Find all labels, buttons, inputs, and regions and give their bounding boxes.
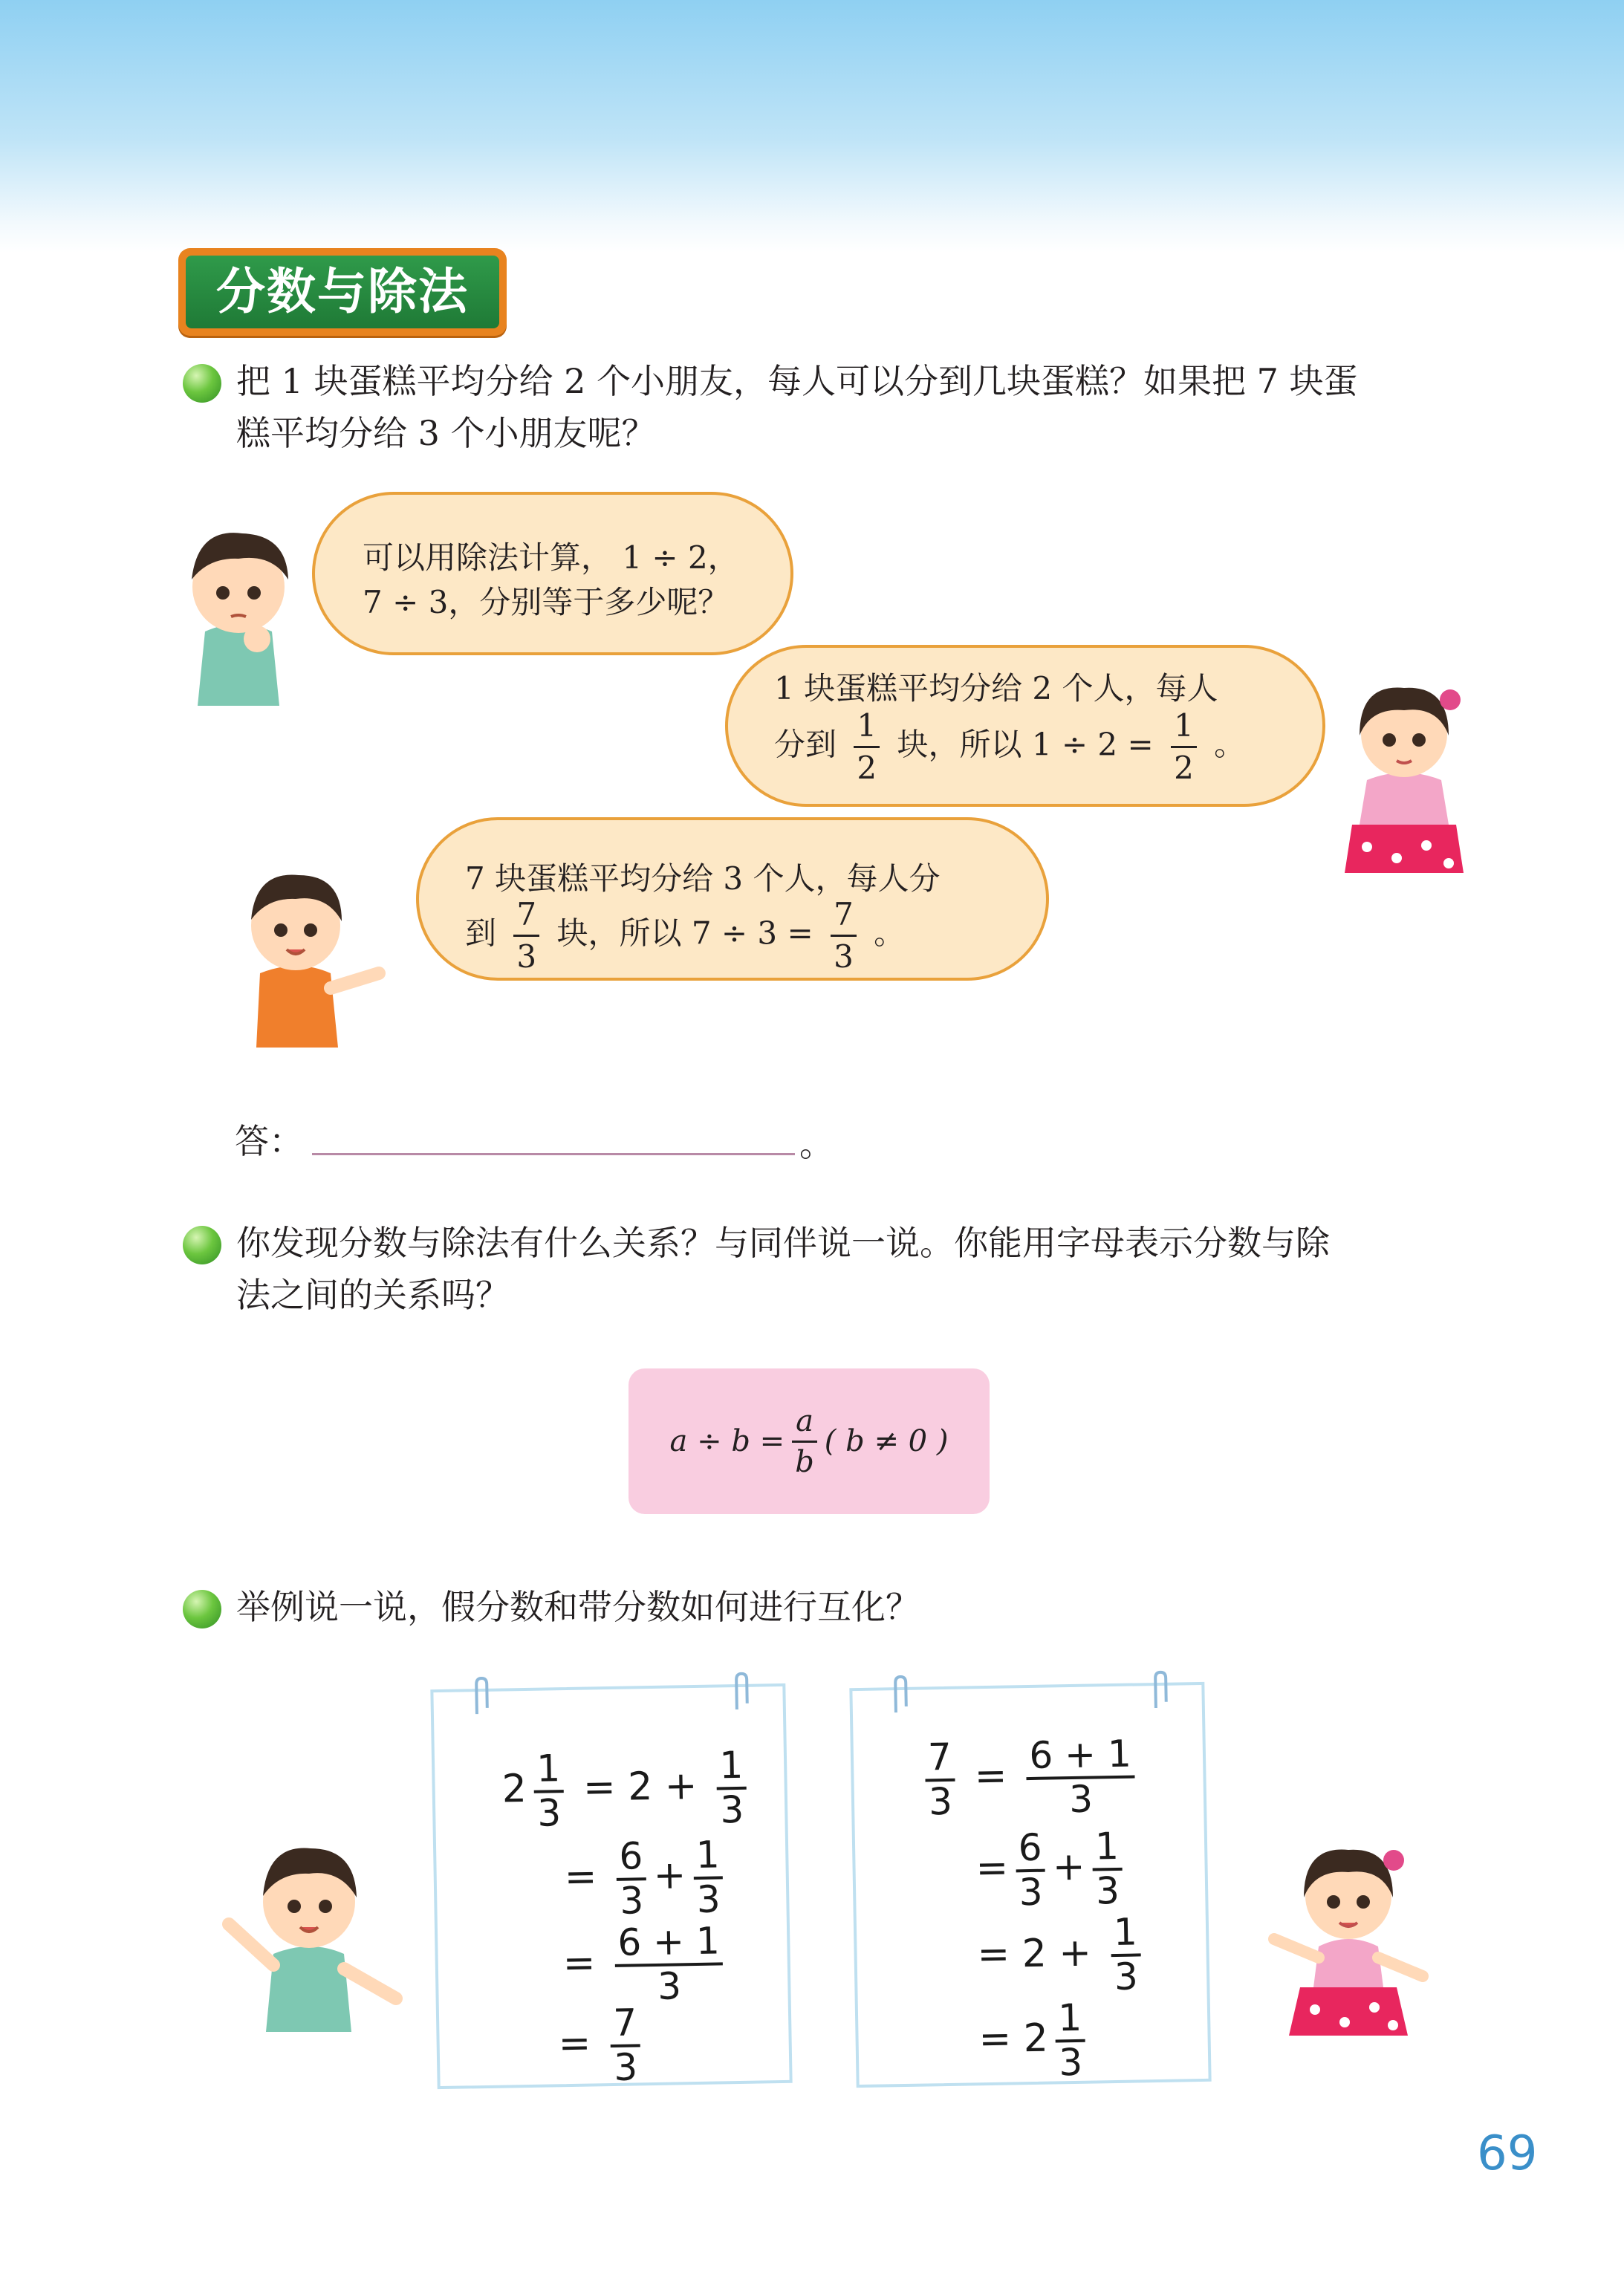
fraction-denominator: 3 <box>619 1879 644 1923</box>
expression-text: = 2 + <box>582 1763 698 1811</box>
paper-2-line-4 <box>978 1995 1094 2085</box>
paperclip-icon <box>730 1671 753 1716</box>
expression-text: + <box>1052 1844 1086 1890</box>
expression-text: = <box>974 1753 1007 1799</box>
worked-example-paper-2 <box>849 1682 1211 2088</box>
fraction-numerator: 7 <box>513 899 539 937</box>
division-fraction-formula <box>629 1368 990 1514</box>
bubble-2-text: 分到 <box>774 726 837 763</box>
bubble-3-text: 到 <box>465 915 497 952</box>
fraction-numerator: 1 <box>533 1750 564 1793</box>
bubble-2-line-2 <box>774 707 1246 786</box>
bubble-2-text: 块，所以 1 ÷ 2 = <box>897 726 1154 763</box>
formula-condition: ( b ≠ 0 ) <box>824 1424 949 1458</box>
bullet-icon <box>183 364 221 403</box>
fraction <box>716 1743 747 1832</box>
fraction-numerator: 7 <box>831 899 857 937</box>
question-2-line-1: 你发现分数与除法有什么关系？与同伴说一说。你能用字母表示分数与除 <box>236 1223 1330 1263</box>
fraction-denominator: 3 <box>1058 2040 1083 2085</box>
expression-text: = <box>975 1845 1009 1891</box>
answer-label: 答： <box>235 1121 303 1161</box>
speech-bubble-2 <box>725 645 1325 807</box>
section-title: 分数与除法 <box>186 256 499 328</box>
fraction-numerator: 1 <box>716 1747 747 1790</box>
fraction-numerator: 1 <box>1092 1828 1123 1871</box>
fraction <box>610 2001 641 2089</box>
question-2 <box>236 1217 1469 1321</box>
header-band <box>0 0 1624 253</box>
fraction <box>831 896 857 975</box>
fraction-numerator: 1 <box>1111 1913 1141 1957</box>
fraction-denominator: b <box>795 1444 814 1479</box>
formula-left: a ÷ b = <box>669 1424 785 1458</box>
fraction-numerator: 6 <box>1015 1829 1045 1873</box>
bubble-1-line-2: 7 ÷ 3，分别等于多少呢？ <box>363 584 730 620</box>
girl-illustration <box>1337 669 1471 884</box>
expression-text: = <box>564 1854 597 1900</box>
fraction <box>925 1735 956 1824</box>
fraction <box>1026 1732 1135 1822</box>
bubble-2-line-1: 1 块蛋糕平均分给 2 个人，每人 <box>774 670 1218 707</box>
expression-text: = 2 <box>978 2016 1049 2062</box>
paperclip-icon <box>470 1675 493 1721</box>
bubble-3-text: 块，所以 7 ÷ 3 = <box>556 915 813 952</box>
question-1-line-2: 糕平均分给 3 个小朋友呢？ <box>236 413 656 453</box>
question-3 <box>236 1581 1469 1633</box>
fraction-numerator: 7 <box>610 2004 640 2047</box>
paper-1-line-4 <box>558 2001 649 2089</box>
fraction-numerator: 1 <box>854 710 880 748</box>
bubble-3-line-2 <box>465 896 906 975</box>
fraction-denominator: 3 <box>1019 1870 1044 1915</box>
fraction-denominator: 3 <box>1114 1955 1139 1999</box>
question-3-line-1: 举例说一说，假分数和带分数如何进行互化？ <box>236 1587 920 1627</box>
paper-1-line-1 <box>501 1743 755 1835</box>
paper-1-line-2 <box>564 1833 731 1923</box>
whole-number: 2 <box>501 1766 527 1812</box>
fraction-denominator: 3 <box>696 1877 721 1921</box>
fraction-numerator: 1 <box>1171 710 1197 748</box>
fraction-denominator: 3 <box>1068 1777 1094 1822</box>
bubble-3-line-1: 7 块蛋糕平均分给 3 个人，每人分 <box>465 860 941 897</box>
fraction <box>1111 1910 1142 1999</box>
girl-explaining-illustration <box>1256 1828 1441 2043</box>
fraction-numerator: 7 <box>925 1738 955 1782</box>
fraction-numerator: a <box>792 1406 817 1443</box>
expression-text: = <box>562 1941 596 1987</box>
expression-text: = 2 + <box>977 1930 1092 1978</box>
bubble-1-line-1: 可以用除法计算， 1 ÷ 2， <box>363 539 739 576</box>
fraction <box>792 1403 817 1479</box>
paperclip-icon <box>1149 1669 1172 1715</box>
question-2-line-2: 法之间的关系吗？ <box>236 1275 510 1315</box>
fraction <box>854 707 880 786</box>
question-1 <box>236 355 1469 459</box>
page-number: 69 <box>1477 2126 1538 2181</box>
paper-2-line-1 <box>917 1732 1143 1824</box>
bullet-icon <box>183 1226 221 1264</box>
section-title-badge <box>178 248 507 336</box>
speech-bubble-3 <box>416 817 1049 981</box>
paper-2-line-2 <box>975 1824 1131 1915</box>
boy-explaining-illustration <box>214 1835 407 2036</box>
worked-example-paper-1 <box>430 1683 792 2089</box>
question-1-line-1: 把 1 块蛋糕平均分给 2 个小朋友，每人可以分到几块蛋糕？如果把 7 块蛋 <box>236 361 1358 401</box>
expression-text: = <box>558 2021 591 2067</box>
fraction-numerator: 6 + 1 <box>614 1922 723 1967</box>
fraction <box>1171 707 1197 786</box>
fraction <box>1092 1824 1123 1913</box>
fraction-denominator: 3 <box>516 938 537 975</box>
answer-end-mark: 。 <box>799 1124 834 1164</box>
bubble-2-text: 。 <box>1214 726 1246 763</box>
fraction-denominator: 3 <box>928 1779 953 1824</box>
fraction-denominator: 3 <box>834 938 854 975</box>
fraction-denominator: 2 <box>1174 750 1194 786</box>
fraction <box>513 896 539 975</box>
fraction <box>1015 1825 1046 1915</box>
fraction <box>614 1919 724 2008</box>
paper-2-line-3 <box>977 1910 1149 1999</box>
fraction <box>692 1833 724 1921</box>
paperclip-icon <box>889 1674 912 1719</box>
fraction-denominator: 3 <box>536 1791 562 1835</box>
fraction-numerator: 6 <box>616 1837 646 1881</box>
fraction-numerator: 6 + 1 <box>1026 1735 1134 1781</box>
fraction-denominator: 3 <box>719 1787 744 1832</box>
formula-box <box>629 1368 990 1514</box>
boy-thinking-illustration <box>175 520 302 713</box>
fraction-denominator: 3 <box>613 2045 638 2089</box>
bullet-icon <box>183 1590 221 1628</box>
expression-text: + <box>653 1853 686 1899</box>
paper-1-line-3 <box>562 1919 731 2008</box>
answer-input-line[interactable] <box>312 1153 795 1155</box>
fraction-denominator: 3 <box>657 1964 682 2008</box>
fraction <box>1055 1995 1086 2085</box>
boy-pointing-illustration <box>238 862 394 1055</box>
fraction-numerator: 1 <box>692 1836 723 1880</box>
fraction-numerator: 1 <box>1055 1999 1085 2043</box>
speech-bubble-1 <box>312 492 793 655</box>
fraction-denominator: 3 <box>1095 1868 1120 1913</box>
fraction <box>533 1747 565 1835</box>
bubble-3-text: 。 <box>874 915 906 952</box>
fraction <box>616 1834 647 1923</box>
fraction-denominator: 2 <box>857 750 877 786</box>
